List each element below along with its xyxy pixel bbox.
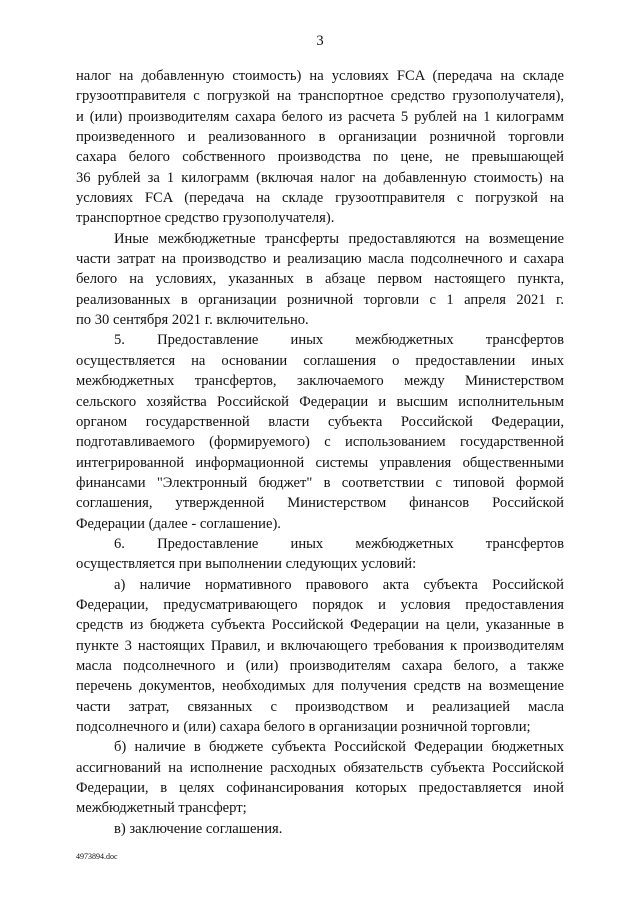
text-line: грузоотправителя с погрузкой на транспортное средство грузополучателя), — [76, 88, 564, 105]
paragraph — [76, 575, 564, 738]
file-name-footer: 4973894.doc — [76, 852, 118, 861]
text-line: в) заключение соглашения. — [114, 820, 283, 837]
text-line: по 30 сентября 2021 г. включительно. — [76, 312, 309, 329]
text-line: 5. Предоставление иных межбюджетных трансфертов — [114, 332, 564, 349]
paragraph — [76, 819, 564, 839]
text-line: Иные межбюджетные трансферты предоставляются на возмещение — [114, 230, 564, 247]
text-line: Федерации, предусматривающего порядок и условия предоставления — [76, 596, 564, 613]
text-line: средств из бюджета субъекта Российской Федерации на цели, указанные в — [76, 617, 564, 634]
text-line: осуществляется при выполнении следующих условий: — [76, 556, 417, 573]
paragraph — [76, 737, 564, 818]
text-line: условиях FCA (передача на складе грузоотправителя с погрузкой на — [76, 190, 564, 207]
text-line: перечень документов, необходимых для получения средств на возмещение — [76, 678, 564, 695]
text-line: органом государственной власти субъекта Российской Федерации, — [76, 413, 564, 430]
text-line: пункте 3 настоящих Правил, и включающего требования к производителям — [76, 637, 564, 654]
text-line: масла подсолнечного и (или) производителям сахара белого, а также — [76, 657, 564, 674]
paragraph — [76, 66, 564, 229]
text-line: подготавливаемого (формируемого) с использованием государственной — [76, 434, 564, 451]
text-line: интегрированной информационной системы управления общественными — [76, 454, 564, 471]
text-line: части затрат, связанных с производством и реализацией масла — [76, 698, 564, 715]
text-line: произведенного и реализованного в организации розничной торговли — [76, 129, 564, 146]
text-line: Федерации (далее - соглашение). — [76, 515, 281, 532]
text-line: межбюджетных трансфертов, заключаемого между Министерством — [76, 373, 564, 390]
text-line: межбюджетный трансферт; — [76, 800, 247, 817]
page-number: 3 — [316, 33, 324, 49]
text-line: 6. Предоставление иных межбюджетных трансфертов — [114, 535, 564, 552]
text-line: белого на условиях, указанных в абзаце первом настоящего пункта, — [76, 271, 564, 288]
paragraph — [76, 229, 564, 331]
document-body — [76, 66, 564, 839]
text-line: и (или) производителям сахара белого из расчета 5 рублей на 1 килограмм — [76, 108, 564, 125]
text-line: подсолнечного и (или) сахара белого в организации розничной торговли; — [76, 719, 531, 735]
text-line: осуществляется на основании соглашения о предоставлении иных — [76, 352, 564, 369]
text-line: финансами "Электронный бюджет" в соответствии с типовой формой — [76, 474, 564, 491]
text-line: сахара белого собственного производства по цене, не превышающей — [76, 149, 564, 166]
text-line: транспортное средство грузополучателя). — [76, 210, 335, 227]
text-line: Федерации, в целях софинансирования которых предоставляется иной — [76, 780, 564, 797]
text-line: части затрат на производство и реализацию масла подсолнечного и сахара — [76, 251, 564, 268]
text-line: сельского хозяйства Российской Федерации и высшим исполнительным — [76, 393, 564, 410]
text-line: соглашения, утвержденной Министерством финансов Российской — [76, 495, 564, 512]
text-line: а) наличие нормативного правового акта субъекта Российской — [114, 576, 564, 593]
text-line: 36 рублей за 1 килограмм (включая налог на добавленную стоимость) на — [76, 169, 564, 186]
text-line: налог на добавленную стоимость) на условиях FCA (передача на складе — [76, 68, 564, 84]
text-line: реализованных в организации розничной торговли с 1 апреля 2021 г. — [76, 291, 564, 308]
text-line: ассигнований на исполнение расходных обязательств субъекта Российской — [76, 759, 564, 776]
paragraph — [76, 534, 564, 575]
paragraph — [76, 330, 564, 533]
text-line: б) наличие в бюджете субъекта Российской Федерации бюджетных — [114, 739, 564, 756]
